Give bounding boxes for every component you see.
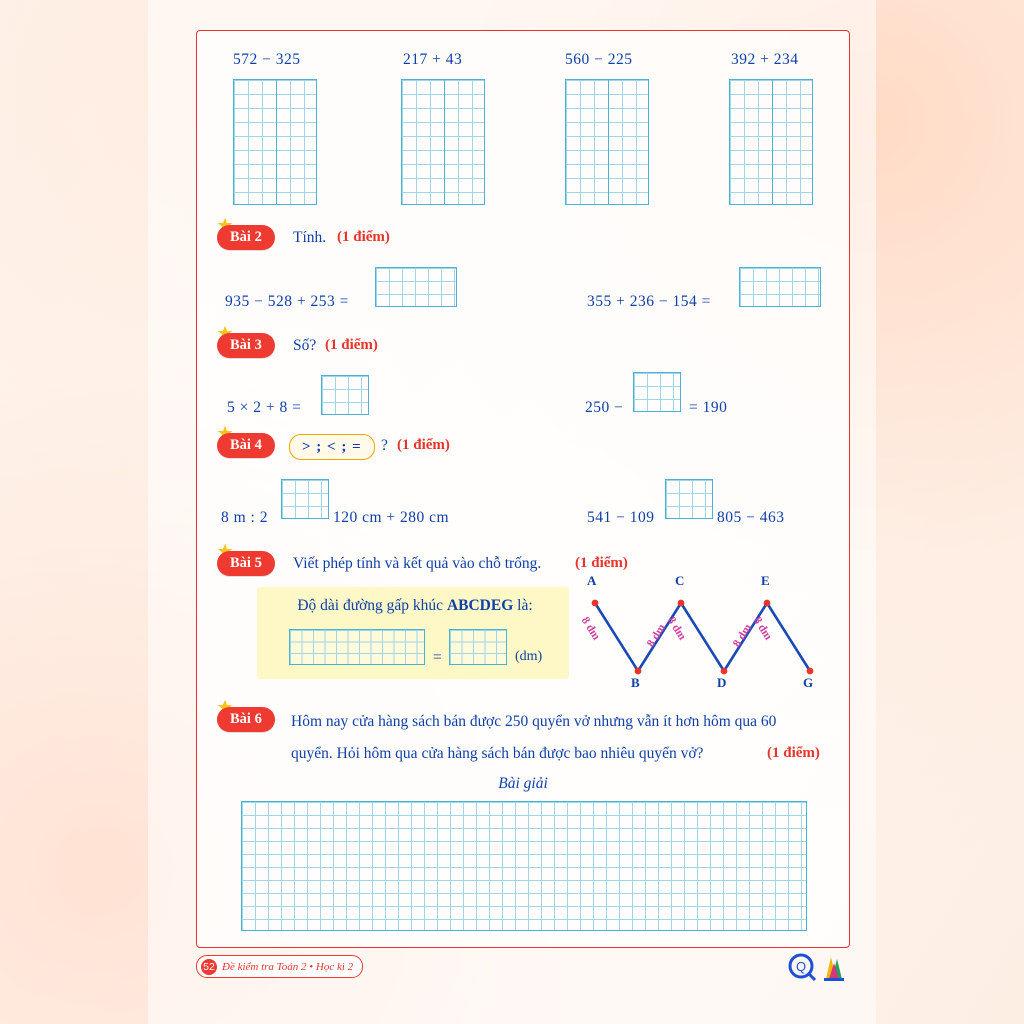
point-label-A: A	[587, 573, 597, 588]
exercise-6-points: (1 điểm)	[767, 745, 820, 761]
exercise-5-equals: =	[433, 649, 443, 666]
exercise-2-right-expression: 355 + 236 − 154 =	[587, 293, 711, 310]
exercise-5-result-grid[interactable]	[449, 629, 507, 665]
exercise-4-expr-d: 805 − 463	[717, 509, 785, 526]
footer-page-number: 52	[201, 959, 217, 975]
top-grid-2[interactable]	[401, 79, 485, 205]
exercise-3-right-before: 250 −	[585, 399, 624, 416]
top-grid-3[interactable]	[565, 79, 649, 205]
sign-options-pill[interactable]: > ; < ; =	[289, 434, 375, 460]
point-label-E: E	[761, 573, 770, 588]
publisher-logo	[788, 951, 848, 985]
exercise-4-title: ?	[381, 437, 388, 454]
exercise-4-expr-a: 8 m : 2	[221, 509, 268, 526]
segment-label-AB: 8 dm	[578, 615, 603, 643]
exercise-3-answer-grid-right[interactable]	[633, 372, 681, 412]
exercise-6-text-line1: Hôm nay cửa hàng sách bán được 250 quyển vở nhưng vẫn ít hơn hôm qua 60	[291, 713, 777, 730]
footer	[196, 955, 848, 995]
polyline-diagram	[578, 587, 841, 697]
exercise-badge-5: Bài 5	[217, 551, 275, 576]
exercise-6-text-line2: quyển. Hỏi hôm qua cửa hàng sách bán được bao nhiêu quyển vở?	[291, 745, 704, 762]
exercise-5-unit: (dm)	[515, 649, 543, 664]
exercise-4-compare-grid-right[interactable]	[665, 479, 713, 519]
svg-text:Q: Q	[796, 959, 807, 974]
exercise-3-answer-grid-left[interactable]	[321, 375, 369, 415]
exercise-4-points: (1 điểm)	[397, 437, 450, 453]
top-expression-3: 560 − 225	[565, 51, 633, 68]
exercise-4-compare-grid-left[interactable]	[281, 479, 329, 519]
worksheet-content	[197, 31, 849, 947]
segment-label-BC: 8 dm	[645, 622, 669, 650]
exercise-2-points: (1 điểm)	[337, 229, 390, 245]
exercise-2-title: Tính.	[293, 229, 327, 246]
exercise-5-title: Viết phép tính và kết quả vào chỗ trống.	[293, 555, 542, 572]
exercise-badge-4: Bài 4	[217, 433, 275, 458]
footer-page-pill	[196, 955, 363, 978]
exercise-2-left-expression: 935 − 528 + 253 =	[225, 293, 349, 310]
exercise-badge-2: Bài 2	[217, 225, 275, 250]
exercise-badge-3: Bài 3	[217, 333, 275, 358]
top-grid-4[interactable]	[729, 79, 813, 205]
segment-label-DE: 8 dm	[731, 622, 755, 650]
point-label-C: C	[675, 573, 685, 588]
exercise-5-points: (1 điểm)	[575, 555, 628, 571]
worksheet-frame	[196, 30, 850, 948]
panel-text-before: Độ dài đường gấp khúc	[297, 597, 447, 614]
exercise-5-panel-text	[275, 597, 555, 615]
exercise-3-right-after: = 190	[689, 399, 728, 416]
exercise-2-answer-grid-right[interactable]	[739, 267, 821, 307]
exercise-4-expr-b: 120 cm + 280 cm	[333, 509, 450, 526]
exercise-6-solution-grid[interactable]	[241, 801, 807, 931]
panel-text-bold: ABCDEG	[446, 597, 514, 614]
top-expression-1: 572 − 325	[233, 51, 301, 68]
top-expression-4: 392 + 234	[731, 51, 799, 68]
point-label-B: B	[631, 675, 640, 690]
segment-label-CD: 8 dm	[664, 615, 689, 643]
footer-text: Đề kiểm tra Toán 2 • Học kì 2	[222, 960, 354, 973]
segment-label-EG: 8 dm	[750, 615, 775, 643]
exercise-6-solution-label: Bài giải	[498, 775, 548, 792]
exercise-3-points: (1 điểm)	[325, 337, 378, 353]
exercise-4-expr-c: 541 − 109	[587, 509, 655, 526]
exercise-badge-6: Bài 6	[217, 707, 275, 732]
exercise-2-answer-grid-left[interactable]	[375, 267, 457, 307]
panel-text-after: là:	[513, 597, 533, 614]
top-grid-1[interactable]	[233, 79, 317, 205]
exercise-3-left-expression: 5 × 2 + 8 =	[227, 399, 302, 416]
point-label-D: D	[717, 675, 727, 690]
top-expression-2: 217 + 43	[403, 51, 463, 68]
point-label-G: G	[803, 675, 814, 690]
exercise-3-title: Số?	[293, 337, 317, 354]
exercise-5-work-grid[interactable]	[289, 629, 425, 665]
